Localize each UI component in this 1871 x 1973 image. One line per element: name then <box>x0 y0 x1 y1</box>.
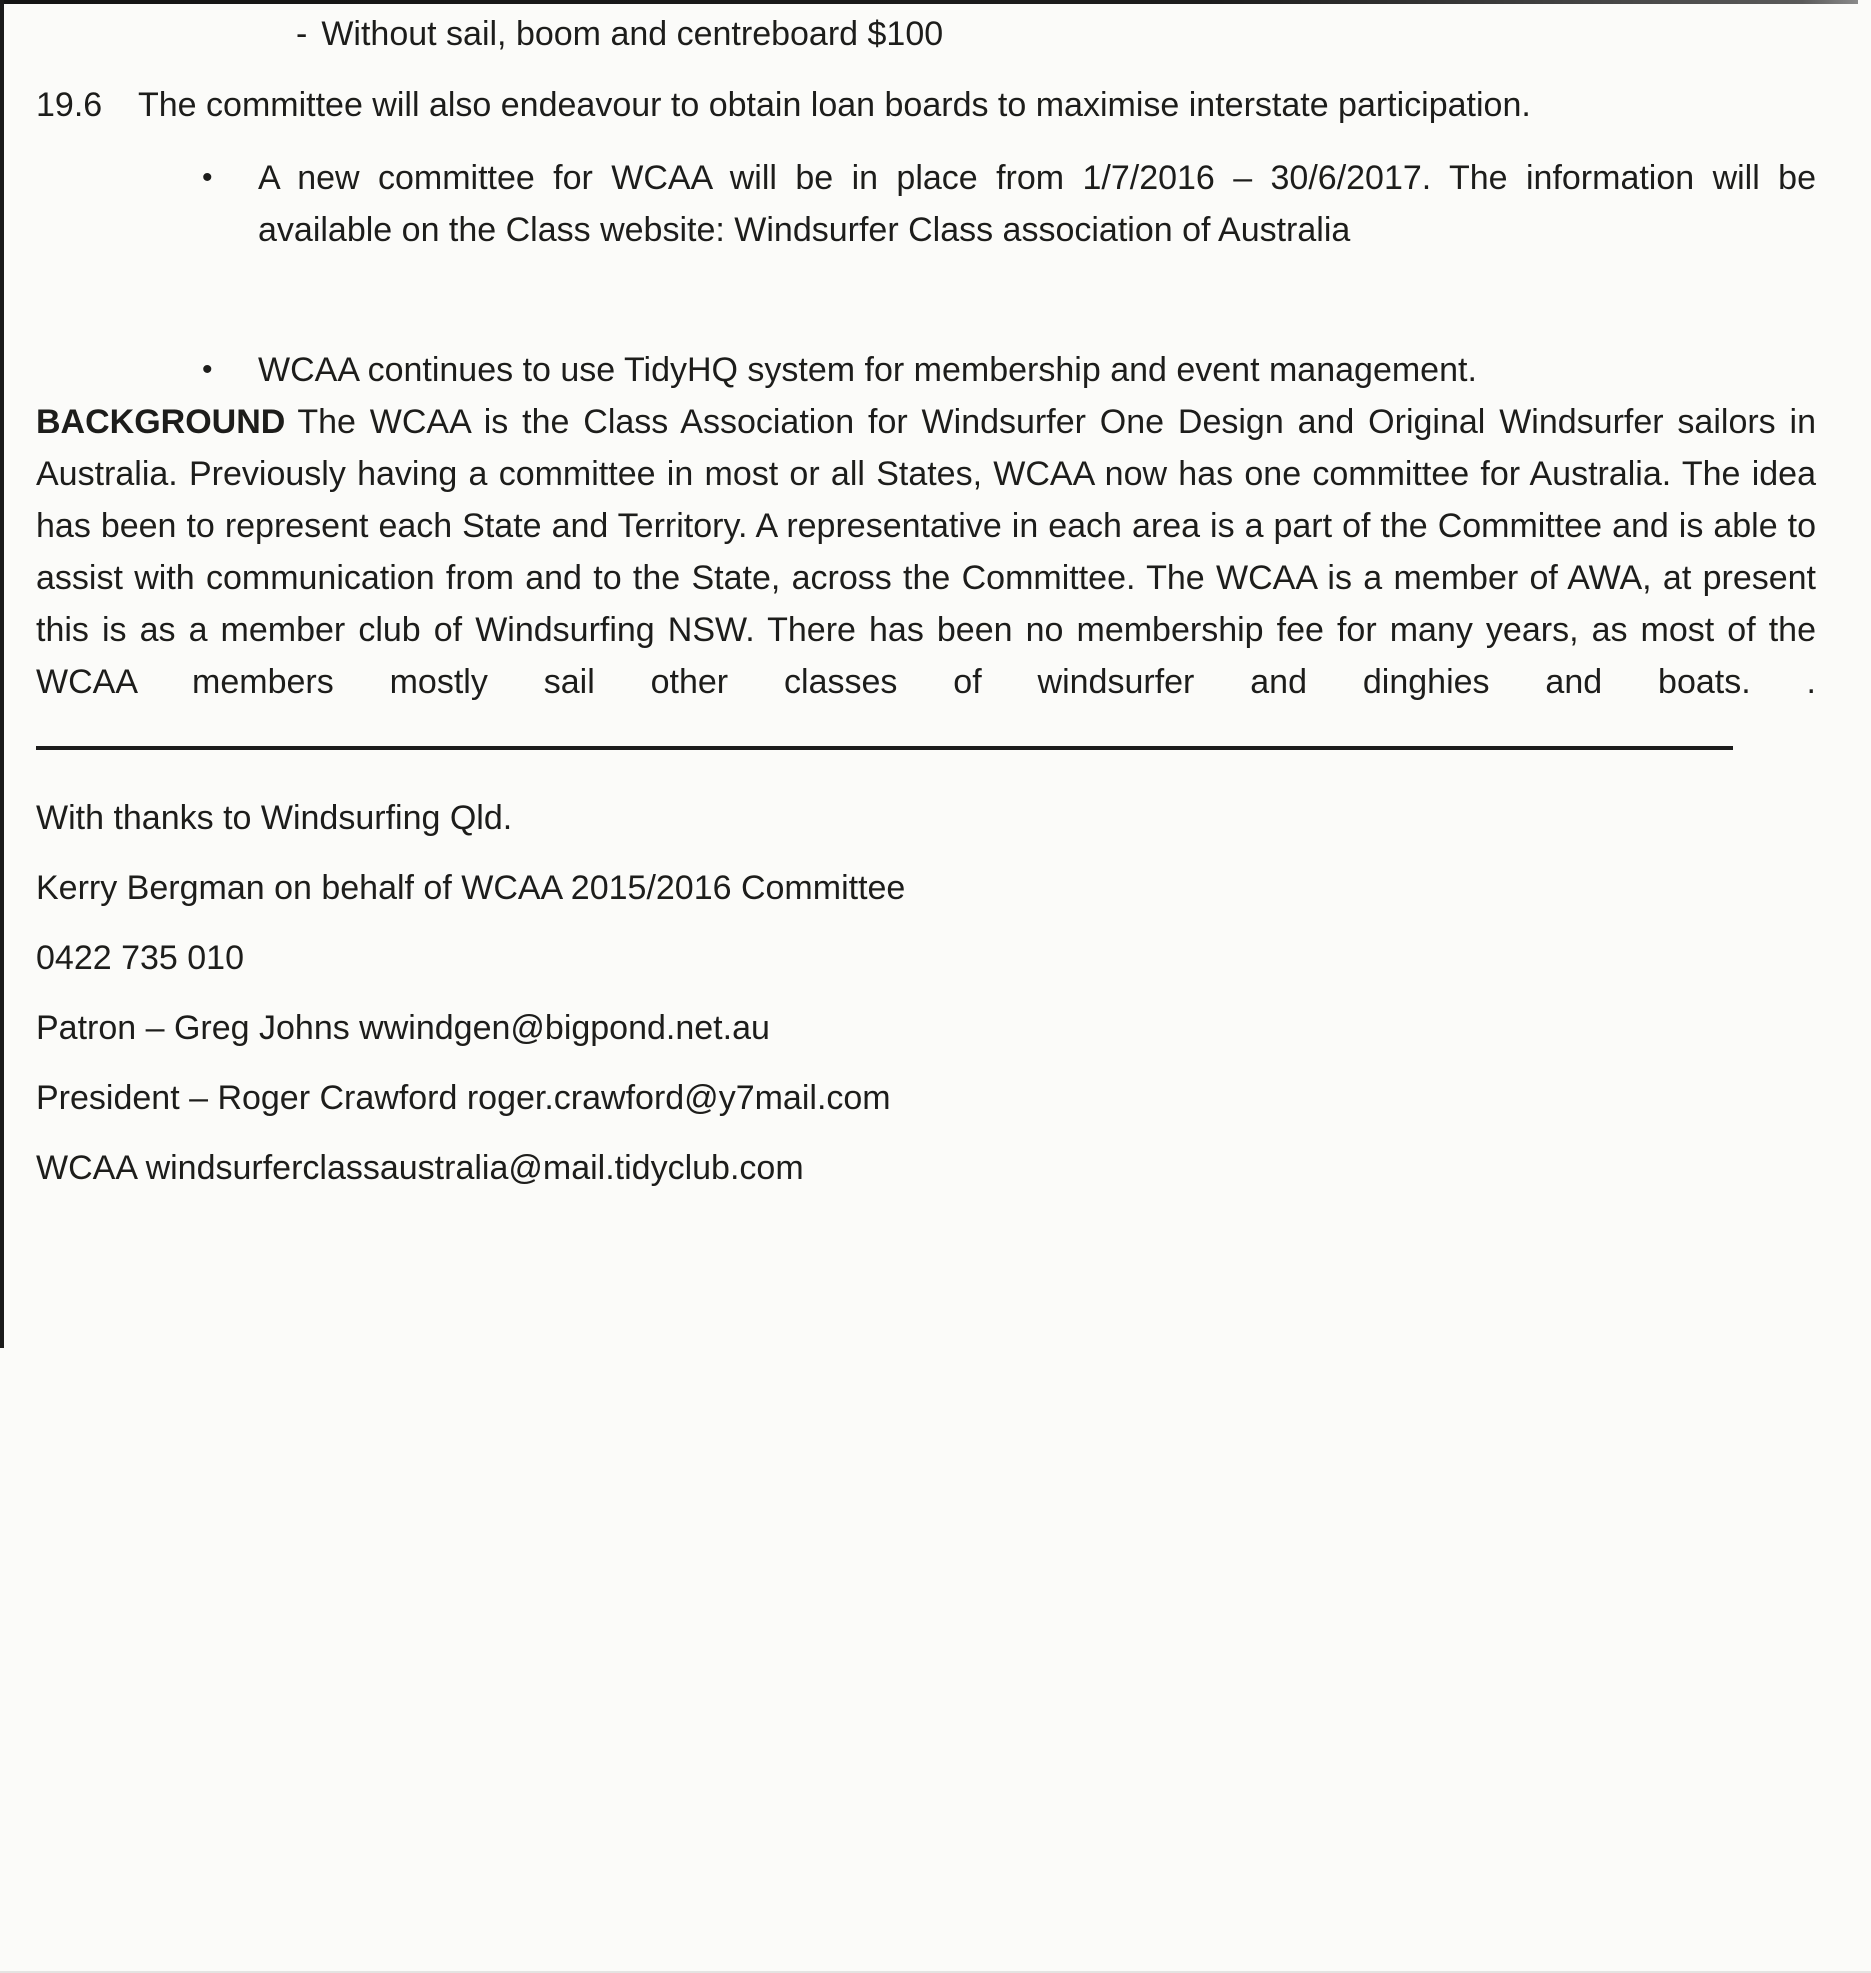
bullet-new-committee-text: A new committee for WCAA will be in place from 1/7/2016 – 30/6/2017. The information will be available on the Class website: Windsurfer Class association of Australia <box>258 159 1816 249</box>
president-line: President – Roger Crawford roger.crawford@y7mail.com <box>36 1079 891 1117</box>
divider-rule <box>36 746 1733 750</box>
bullet-tidyhq-text: WCAA continues to use TidyHQ system for membership and event management. <box>258 351 1477 389</box>
clause-text: The committee will also endeavour to obtain loan boards to maximise interstate participation. <box>138 86 1531 124</box>
bullet-new-committee <box>36 152 1816 256</box>
price-note-text: Without sail, boom and centreboard $100 <box>321 15 944 53</box>
bullet-icon: • <box>202 161 213 194</box>
clause-19-6 <box>36 79 1816 131</box>
wcaa-email-line: WCAA windsurferclassaustralia@mail.tidyclub.com <box>36 1149 804 1187</box>
bullet-icon: • <box>202 353 213 386</box>
background-paragraph <box>36 396 1816 708</box>
signature-line: Kerry Bergman on behalf of WCAA 2015/2016 Committee <box>36 869 906 907</box>
scan-edge-top <box>0 0 1858 4</box>
bullet-tidyhq <box>36 344 1816 396</box>
patron-line: Patron – Greg Johns wwindgen@bigpond.net.au <box>36 1009 770 1047</box>
clause-number: 19.6 <box>36 86 103 124</box>
thanks-line: With thanks to Windsurfing Qld. <box>36 799 513 837</box>
scan-edge-left <box>0 0 4 1348</box>
price-note-line <box>36 8 1816 60</box>
dash-marker: - <box>296 15 308 53</box>
background-heading: BACKGROUND <box>36 403 286 441</box>
background-body: The WCAA is the Class Association for Windsurfer One Design and Original Windsurfer sailors in Australia. Previously having a committee in most or all States, WCAA now has one committee for Australia. The idea has been to represent each State and Territory. A representative in each area is a part of the Committee and is able to assist with communication from and to the State, across the Committee. The WCAA is a member of AWA, at present this is as a member club of Windsurfing NSW. There has been no membership fee for many years, as most of the WCAA members mostly sail other classes of windsurfer and dinghies and boats. . <box>36 403 1816 701</box>
phone-line: 0422 735 010 <box>36 939 244 977</box>
closing-block <box>36 792 1816 1194</box>
